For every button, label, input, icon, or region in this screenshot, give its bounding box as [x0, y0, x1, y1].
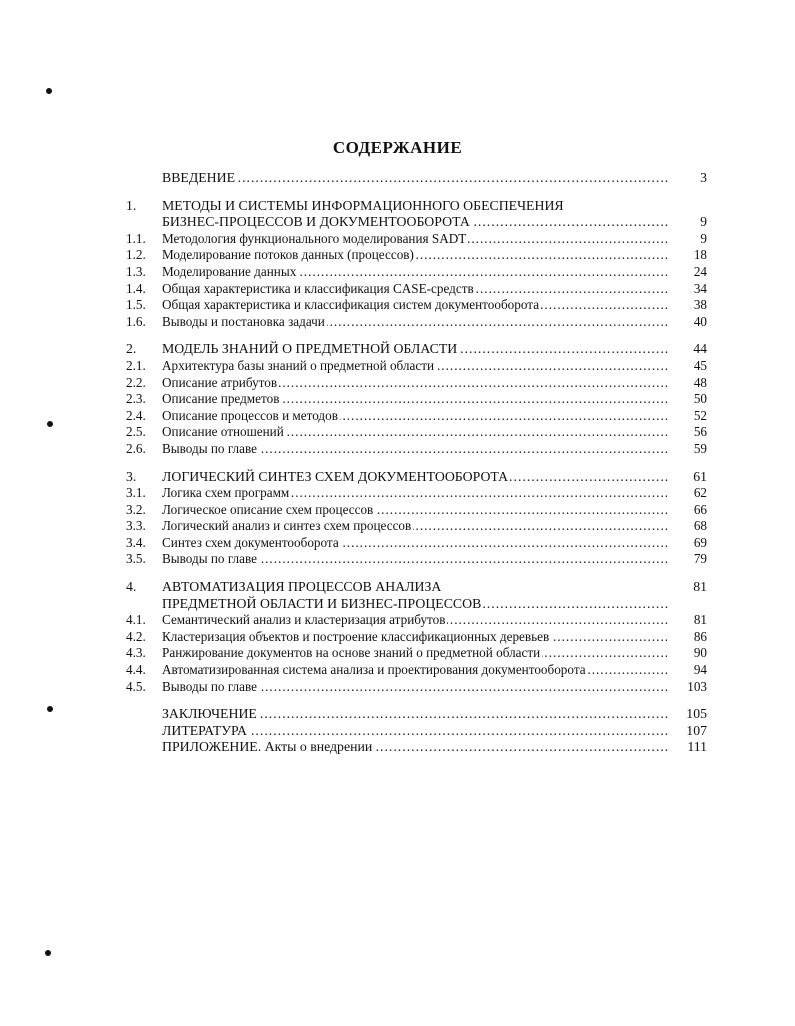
- toc-entry-title-text: Выводы по главе: [162, 678, 257, 694]
- toc-entry-title-text: ЛОГИЧЕСКИЙ СИНТЕЗ СХЕМ ДОКУМЕНТООБОРОТА: [162, 468, 509, 484]
- toc-entry: [0, 645, 795, 662]
- toc-entry-title: [162, 579, 670, 596]
- toc-entry-page: 90: [693, 645, 707, 661]
- toc-entry-page: 69: [693, 534, 707, 550]
- toc-entry-title-text: ЗАКЛЮЧЕНИЕ: [162, 706, 257, 722]
- toc-entry-title: [162, 214, 670, 231]
- toc-entry-title-text: Автоматизированная система анализа и проектирования документооборота: [162, 662, 586, 678]
- toc-entry: [0, 281, 795, 298]
- toc-entry-title-text: МЕТОДЫ И СИСТЕМЫ ИНФОРМАЦИОННОГО ОБЕСПЕЧЕНИЯ: [162, 197, 564, 213]
- toc-entry: [0, 596, 795, 613]
- toc-entry-page: 18: [693, 247, 707, 263]
- toc-entry-title-text: Описание атрибутов: [162, 374, 278, 390]
- toc-entry-page: 79: [693, 551, 707, 567]
- toc-entry-page: 50: [693, 391, 707, 407]
- toc-entry: [0, 341, 795, 358]
- toc-entry-title: [162, 231, 670, 248]
- toc-entry-number: 1.1.: [126, 230, 146, 246]
- toc-entry-number: 3.1.: [126, 485, 146, 501]
- toc-entry-page: 105: [686, 706, 707, 722]
- toc-entry: [0, 314, 795, 331]
- toc-entry-title: [162, 612, 670, 629]
- toc-entry-title: [162, 662, 670, 679]
- toc-entry-page: 61: [693, 468, 707, 484]
- toc-entry-title: [162, 645, 670, 662]
- toc-entry-title: [162, 281, 670, 298]
- toc-entry-page: 40: [693, 313, 707, 329]
- toc-entry-title-text: Выводы и постановка задачи: [162, 313, 325, 329]
- toc-entry-number: 4.5.: [126, 678, 146, 694]
- toc-entry: [0, 408, 795, 425]
- toc-entry-title: [162, 551, 670, 568]
- toc-entry: [0, 297, 795, 314]
- toc-entry-title: [162, 408, 670, 425]
- toc-entry-number: 2.5.: [126, 424, 146, 440]
- table-of-contents: [0, 170, 795, 756]
- toc-entry: [0, 391, 795, 408]
- toc-entry-number: 1.4.: [126, 280, 146, 296]
- toc-entry-page: 56: [693, 424, 707, 440]
- toc-entry-number: 1.2.: [126, 247, 146, 263]
- toc-entry-page: 24: [693, 263, 707, 279]
- toc-entry: [0, 198, 795, 215]
- toc-entry-title: [162, 518, 670, 535]
- toc-entry-number: 4.1.: [126, 612, 146, 628]
- toc-entry-title-text: ПРИЛОЖЕНИЕ. Акты о внедрении: [162, 739, 373, 755]
- toc-entry: [0, 424, 795, 441]
- toc-entry-number: 2.6.: [126, 440, 146, 456]
- toc-entry: [0, 358, 795, 375]
- toc-entry-page: 44: [693, 341, 707, 357]
- toc-entry-title: [162, 502, 670, 519]
- toc-entry: [0, 579, 795, 596]
- toc-entry-number: 1.5.: [126, 297, 146, 313]
- toc-entry-title: [162, 341, 670, 358]
- toc-entry-number: 1.3.: [126, 263, 146, 279]
- toc-entry-number: 2.1.: [126, 357, 146, 373]
- toc-entry-page: 103: [687, 678, 707, 694]
- toc-entry-title: [162, 679, 670, 696]
- toc-entry-number: 4.3.: [126, 645, 146, 661]
- toc-entry-page: 34: [693, 280, 707, 296]
- toc-entry-page: 59: [693, 440, 707, 456]
- toc-entry-title-text: АВТОМАТИЗАЦИЯ ПРОЦЕССОВ АНАЛИЗА: [162, 579, 442, 595]
- toc-entry-number: 2.: [126, 341, 137, 357]
- toc-entry-number: 3.4.: [126, 534, 146, 550]
- toc-entry-number: 4.4.: [126, 662, 146, 678]
- toc-entry: [0, 551, 795, 568]
- toc-entry-title-text: Описание отношений: [162, 424, 284, 440]
- toc-entry-title: [162, 170, 670, 187]
- toc-entry-title-text: ЛИТЕРАТУРА: [162, 722, 247, 738]
- toc-entry-number: 1.: [126, 197, 137, 213]
- scan-speck: [46, 88, 52, 94]
- toc-entry-title: [162, 441, 670, 458]
- scan-speck: [47, 706, 53, 712]
- toc-entry: [0, 662, 795, 679]
- toc-entry-number: 3.5.: [126, 551, 146, 567]
- toc-entry: [0, 723, 795, 740]
- toc-entry-number: 4.: [126, 579, 137, 595]
- toc-entry: [0, 231, 795, 248]
- toc-entry-title-text: ПРЕДМЕТНОЙ ОБЛАСТИ И БИЗНЕС-ПРОЦЕССОВ: [162, 595, 482, 611]
- toc-entry-title-text: ВВЕДЕНИЕ: [162, 170, 236, 185]
- toc-entry: [0, 214, 795, 231]
- toc-entry: [0, 679, 795, 696]
- toc-entry-number: 2.3.: [126, 391, 146, 407]
- toc-entry-title-text: Общая характеристика и классификация систем документооборота: [162, 297, 540, 313]
- toc-entry-title-text: Логическое описание схем процессов: [162, 501, 374, 517]
- toc-entry-page: 86: [693, 628, 707, 644]
- toc-entry-title: [162, 723, 670, 740]
- toc-entry-title: [162, 198, 670, 215]
- toc-entry-number: 2.2.: [126, 374, 146, 390]
- toc-entry-title: [162, 739, 670, 756]
- toc-entry-number: 3.: [126, 468, 137, 484]
- toc-entry-title: [162, 247, 670, 264]
- toc-entry: [0, 706, 795, 723]
- toc-entry-page: 107: [686, 722, 707, 738]
- toc-entry-title: [162, 535, 670, 552]
- toc-entry-page: 45: [693, 357, 707, 373]
- toc-entry-title-text: Описание процессов и методов: [162, 407, 338, 423]
- toc-entry-title-text: МОДЕЛЬ ЗНАНИЙ О ПРЕДМЕТНОЙ ОБЛАСТИ: [162, 341, 458, 357]
- toc-entry: [0, 518, 795, 535]
- scan-speck: [47, 421, 53, 427]
- toc-entry-title-text: Описание предметов: [162, 391, 280, 407]
- toc-entry: [0, 441, 795, 458]
- toc-entry-title: [162, 375, 670, 392]
- toc-entry: [0, 629, 795, 646]
- toc-entry-number: 3.2.: [126, 501, 146, 517]
- toc-entry-page: 38: [693, 297, 707, 313]
- toc-entry: [0, 502, 795, 519]
- toc-entry-page: 81: [693, 579, 707, 595]
- scan-speck: [45, 950, 51, 956]
- toc-entry: [0, 739, 795, 756]
- toc-entry-title-text: Общая характеристика и классификация CASE-средств: [162, 280, 474, 296]
- toc-entry-title: [162, 424, 670, 441]
- toc-entry-page: 62: [693, 485, 707, 501]
- toc-entry-title: [162, 629, 670, 646]
- toc-entry: [0, 170, 795, 187]
- toc-entry-title: [162, 391, 670, 408]
- toc-entry: [0, 375, 795, 392]
- toc-entry-number: 2.4.: [126, 407, 146, 423]
- toc-entry: [0, 612, 795, 629]
- toc-entry-title: [162, 596, 670, 613]
- toc-entry-title: [162, 358, 670, 375]
- toc-entry-page: 48: [693, 374, 707, 390]
- toc-entry-title-text: Моделирование потоков данных (процессов): [162, 247, 414, 263]
- toc-entry-number: 1.6.: [126, 313, 146, 329]
- toc-entry-title-text: Синтез схем документооборота: [162, 534, 339, 550]
- toc-entry-title: [162, 314, 670, 331]
- toc-entry-title-text: Ранжирование документов на основе знаний о предметной области: [162, 645, 541, 661]
- toc-entry-title-text: Кластеризация объектов и построение классификационных деревьев: [162, 628, 550, 644]
- toc-entry-title-text: Моделирование данных: [162, 263, 297, 279]
- page-title: СОДЕРЖАНИЕ: [332, 138, 463, 157]
- toc-entry: [0, 469, 795, 486]
- toc-entry: [0, 247, 795, 264]
- toc-entry-page: 94: [693, 662, 707, 678]
- toc-entry-title-text: Логика схем программ: [162, 485, 290, 501]
- toc-entry-number: 3.3.: [126, 518, 146, 534]
- toc-entry-title: [162, 485, 670, 502]
- toc-entry-title-text: Семантический анализ и кластеризация атрибутов: [162, 612, 446, 628]
- toc-entry-page: 9: [700, 214, 707, 230]
- toc-entry-title-text: Выводы по главе: [162, 551, 257, 567]
- toc-entry-page: 66: [693, 501, 707, 517]
- toc-entry-title-text: Архитектура базы знаний о предметной области: [162, 357, 435, 373]
- toc-entry-title-text: БИЗНЕС-ПРОЦЕССОВ И ДОКУМЕНТООБОРОТА: [162, 214, 470, 230]
- toc-entry-number: 4.2.: [126, 628, 146, 644]
- toc-entry-title-text: Выводы по главе: [162, 440, 257, 456]
- toc-entry: [0, 485, 795, 502]
- toc-entry-page: 81: [693, 612, 707, 628]
- toc-entry-title: [162, 297, 670, 314]
- toc-entry: [0, 535, 795, 552]
- toc-entry-title-text: Методология функционального моделирования SADT: [162, 230, 467, 246]
- toc-entry-title-text: Логический анализ и синтез схем процессов: [162, 518, 412, 534]
- toc-entry-page: 3: [700, 170, 707, 185]
- toc-entry-page: 52: [693, 407, 707, 423]
- toc-entry-page: 9: [700, 230, 707, 246]
- toc-entry-title: [162, 469, 670, 486]
- toc-entry-page: 111: [687, 739, 707, 755]
- toc-entry-page: 68: [693, 518, 707, 534]
- toc-entry-title: [162, 264, 670, 281]
- toc-entry: [0, 264, 795, 281]
- toc-entry-title: [162, 706, 670, 723]
